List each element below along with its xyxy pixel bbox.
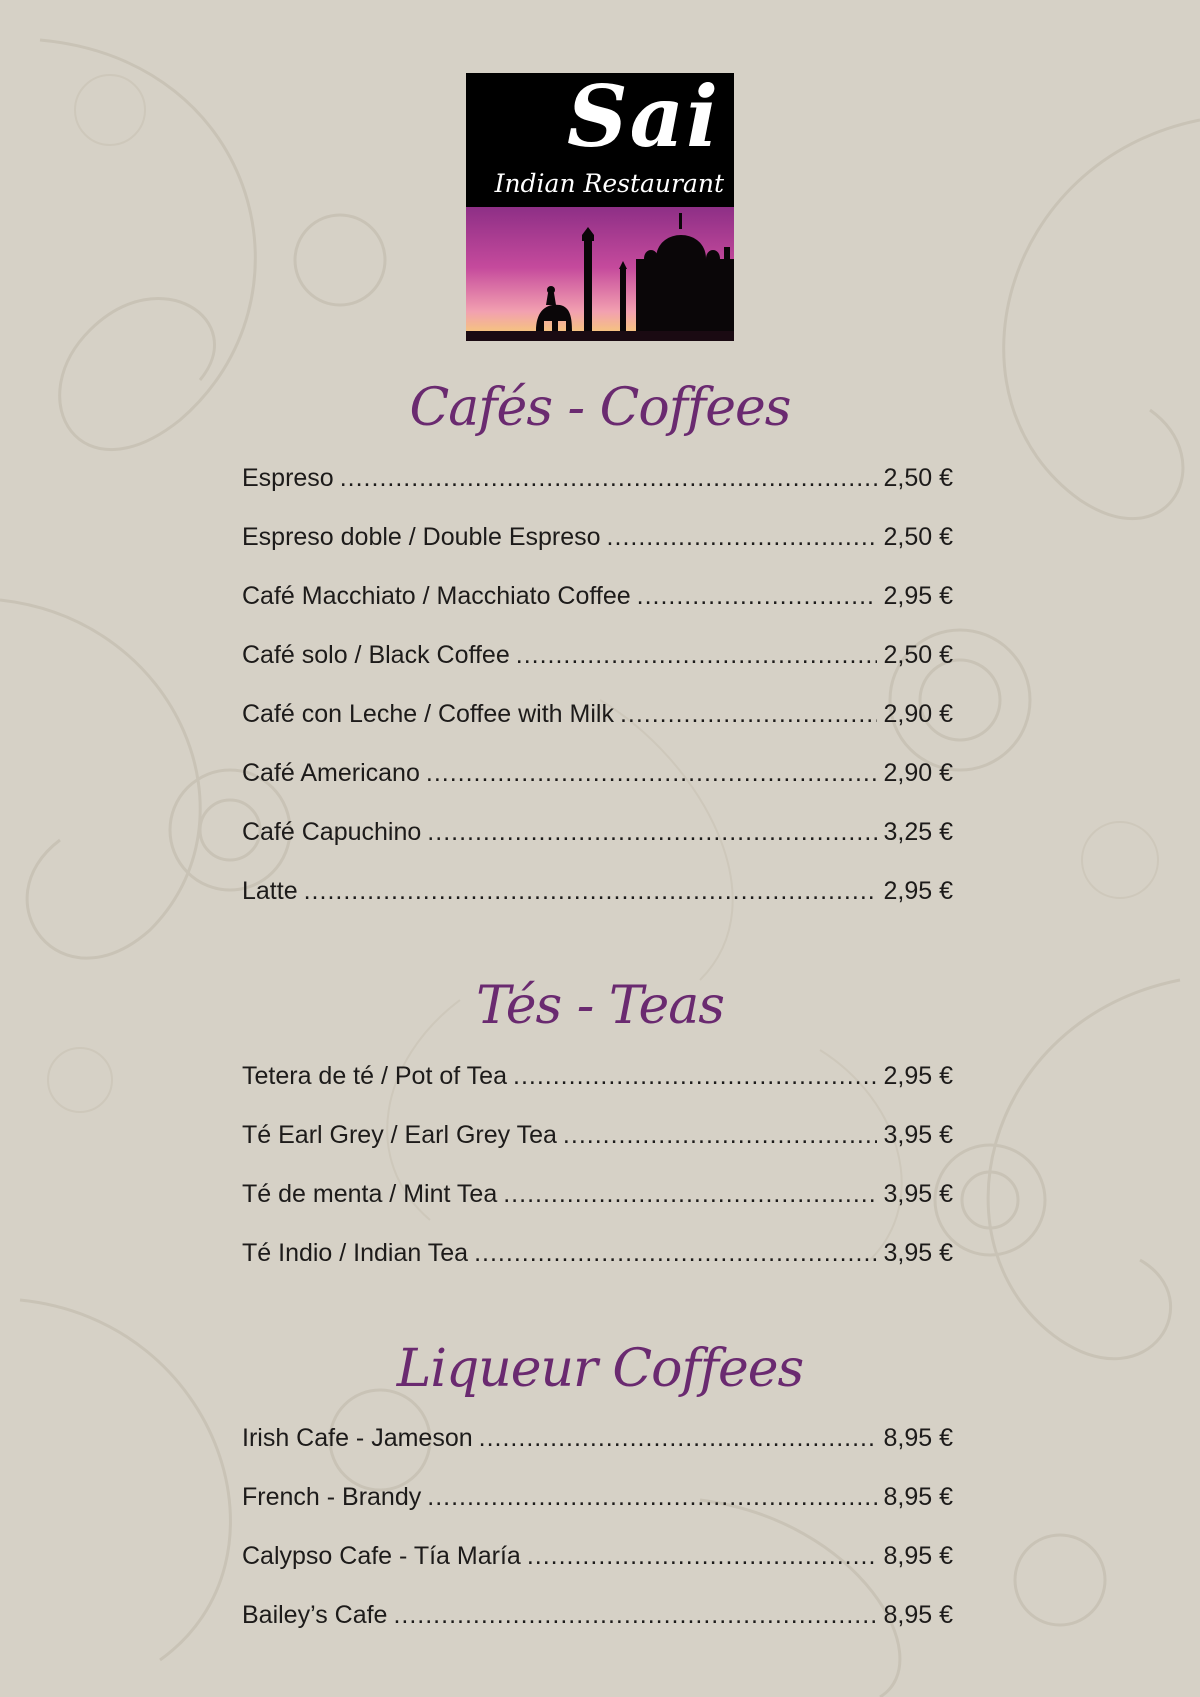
item-name: Bailey’s Cafe: [242, 1601, 388, 1629]
dot-leader: [426, 753, 878, 793]
logo-header: [466, 73, 734, 207]
dot-leader: [427, 812, 877, 852]
item-price: 2,95 €: [883, 877, 953, 905]
item-price: 2,50 €: [883, 464, 953, 492]
item-name: French - Brandy: [242, 1483, 422, 1511]
item-name: Té de menta / Mint Tea: [242, 1180, 498, 1208]
section-title-teas: Tés - Teas: [476, 976, 724, 1036]
menu-item: [242, 753, 953, 812]
menu-item: [242, 1477, 953, 1536]
dot-leader: [513, 1056, 877, 1096]
item-name: Café Capuchino: [242, 818, 422, 846]
menu-item: [242, 1595, 953, 1654]
item-name: Espreso: [242, 464, 334, 492]
item-name: Irish Cafe - Jameson: [242, 1424, 473, 1452]
taj-mahal-sunset-icon: [466, 207, 734, 341]
dot-leader: [427, 1477, 877, 1517]
dot-leader: [607, 517, 878, 557]
dot-leader: [340, 458, 878, 498]
logo-name: Sai: [567, 73, 720, 166]
menu-item: [242, 1174, 953, 1233]
restaurant-logo: [466, 73, 734, 341]
item-price: 3,95 €: [883, 1180, 953, 1208]
item-name: Café Americano: [242, 759, 420, 787]
item-name: Espreso doble / Double Espreso: [242, 523, 601, 551]
menu-item: [242, 1536, 953, 1595]
item-name: Café solo / Black Coffee: [242, 641, 510, 669]
section-title-coffees: Cafés - Coffees: [409, 378, 791, 438]
item-price: 8,95 €: [883, 1601, 953, 1629]
menu-item: [242, 458, 953, 517]
item-name: Tetera de té / Pot of Tea: [242, 1062, 507, 1090]
item-price: 2,90 €: [883, 759, 953, 787]
menu-item: [242, 812, 953, 871]
menu-item: [242, 635, 953, 694]
dot-leader: [393, 1595, 877, 1635]
item-name: Té Earl Grey / Earl Grey Tea: [242, 1121, 557, 1149]
item-name: Latte: [242, 877, 298, 905]
item-price: 3,95 €: [883, 1239, 953, 1267]
section-title-liqueur-coffees: Liqueur Coffees: [396, 1339, 804, 1399]
item-price: 2,50 €: [883, 641, 953, 669]
item-price: 2,95 €: [883, 582, 953, 610]
item-price: 2,95 €: [883, 1062, 953, 1090]
menu-item: [242, 871, 953, 930]
teas-list: [242, 1056, 953, 1292]
menu-item: [242, 1233, 953, 1292]
item-price: 3,95 €: [883, 1121, 953, 1149]
dot-leader: [637, 576, 878, 616]
item-name: Té Indio / Indian Tea: [242, 1239, 469, 1267]
item-name: Café Macchiato / Macchiato Coffee: [242, 582, 631, 610]
item-price: 2,50 €: [883, 523, 953, 551]
menu-item: [242, 517, 953, 576]
item-price: 2,90 €: [883, 700, 953, 728]
menu-item: [242, 1115, 953, 1174]
dot-leader: [516, 635, 878, 675]
item-price: 3,25 €: [883, 818, 953, 846]
liqueur-coffees-list: [242, 1418, 953, 1654]
item-price: 8,95 €: [883, 1424, 953, 1452]
menu-item: [242, 1418, 953, 1477]
coffees-list: [242, 458, 953, 930]
menu-item: [242, 1056, 953, 1115]
item-name: Calypso Cafe - Tía María: [242, 1542, 521, 1570]
dot-leader: [620, 694, 878, 734]
item-price: 8,95 €: [883, 1483, 953, 1511]
item-price: 8,95 €: [883, 1542, 953, 1570]
dot-leader: [563, 1115, 878, 1155]
dot-leader: [479, 1418, 878, 1458]
dot-leader: [474, 1233, 877, 1273]
dot-leader: [503, 1174, 877, 1214]
menu-item: [242, 576, 953, 635]
dot-leader: [304, 871, 878, 911]
logo-subtitle: Indian Restaurant: [494, 169, 724, 198]
menu-item: [242, 694, 953, 753]
dot-leader: [527, 1536, 878, 1576]
item-name: Café con Leche / Coffee with Milk: [242, 700, 614, 728]
